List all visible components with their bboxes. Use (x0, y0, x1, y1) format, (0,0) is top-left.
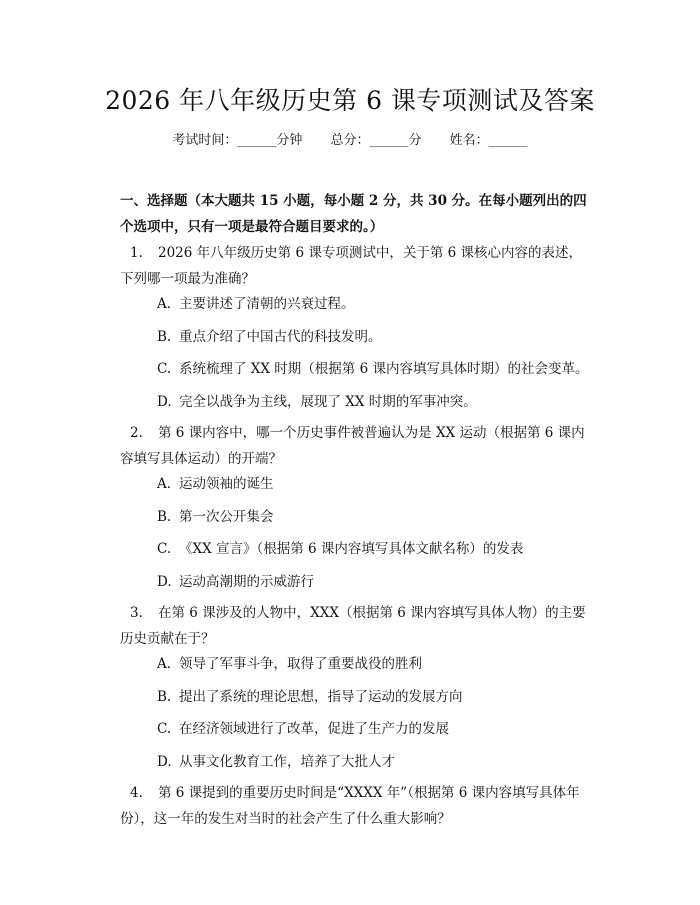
option-text: 在经济领域进行了改革，促进了生产力的发展 (179, 721, 449, 737)
option-letter: B. (157, 509, 172, 525)
option-text: 完全以战争为主线，展现了 XX 时期的军事冲突。 (179, 394, 477, 410)
question-3 (120, 600, 592, 652)
page-title: 2026 年八年级历史第 6 课专项测试及答案 (105, 86, 595, 115)
option-letter: C. (157, 361, 172, 377)
option-3c (157, 719, 597, 739)
option-1a (157, 294, 597, 314)
student-name-field: 姓名：______ (449, 133, 528, 148)
question-text: 第 6 课提到的重要历史时间是“XXXX 年”（根据第 6 课内容填写具体年份），这一年的发生对当时的社会产生了什么重大影响？ (120, 785, 580, 827)
option-1b (157, 327, 597, 347)
option-3a (157, 654, 597, 674)
question-2 (120, 420, 592, 472)
option-letter: D. (157, 394, 172, 410)
option-text: 第一次公开集会 (179, 509, 274, 525)
option-3b (157, 687, 597, 707)
question-4 (120, 780, 592, 832)
option-2b (157, 507, 597, 527)
option-text: 运动领袖的诞生 (179, 476, 274, 492)
option-2a (157, 474, 597, 494)
option-letter: A. (157, 296, 172, 312)
option-letter: C. (157, 721, 172, 737)
option-letter: A. (157, 656, 172, 672)
option-text: 从事文化教育工作，培养了大批人才 (179, 754, 395, 770)
question-number: 4. (130, 785, 143, 801)
exam-time-field: 考试时间：______分钟 (172, 133, 303, 148)
option-3d (157, 752, 597, 772)
option-letter: C. (157, 541, 172, 557)
option-1d (157, 392, 597, 412)
option-text: 《XX 宣言》（根据第 6 课内容填写具体文献名称）的发表 (179, 541, 524, 557)
option-letter: D. (157, 754, 172, 770)
option-1c (157, 359, 597, 379)
option-text: 主要讲述了清朝的兴衰过程。 (179, 296, 355, 312)
question-1 (120, 240, 592, 292)
option-letter: D. (157, 574, 172, 590)
option-2d (157, 572, 597, 592)
total-score-field: 总分：______分 (330, 133, 422, 148)
option-text: 提出了系统的理论思想，指导了运动的发展方向 (179, 689, 463, 705)
option-2c (157, 539, 597, 559)
question-text: 第 6 课内容中，哪一个历史事件被普遍认为是 XX 运动（根据第 6 课内容填写具体运动）的开端？ (120, 425, 585, 467)
option-letter: B. (157, 329, 172, 345)
option-text: 系统梳理了 XX 时期（根据第 6 课内容填写具体时期）的社会变革。 (179, 361, 589, 377)
question-number: 2. (130, 425, 143, 441)
option-text: 运动高潮期的示威游行 (179, 574, 314, 590)
question-text: 2026 年八年级历史第 6 课专项测试中，关于第 6 课核心内容的表述，下列哪一项最为准确？ (120, 245, 582, 287)
question-number: 3. (130, 605, 143, 621)
exam-info-line (0, 132, 700, 150)
section-heading: 一、选择题（本大题共 15 小题，每小题 2 分，共 30 分。在每小题列出的四个选项中，只有一项是最符合题目要求的。） (120, 193, 587, 235)
question-number: 1. (130, 245, 143, 261)
question-text: 在第 6 课涉及的人物中，XXX（根据第 6 课内容填写具体人物）的主要历史贡献在于？ (120, 605, 586, 647)
option-letter: A. (157, 476, 172, 492)
option-text: 领导了军事斗争，取得了重要战役的胜利 (179, 656, 422, 672)
option-letter: B. (157, 689, 172, 705)
option-text: 重点介绍了中国古代的科技发明。 (179, 329, 382, 345)
